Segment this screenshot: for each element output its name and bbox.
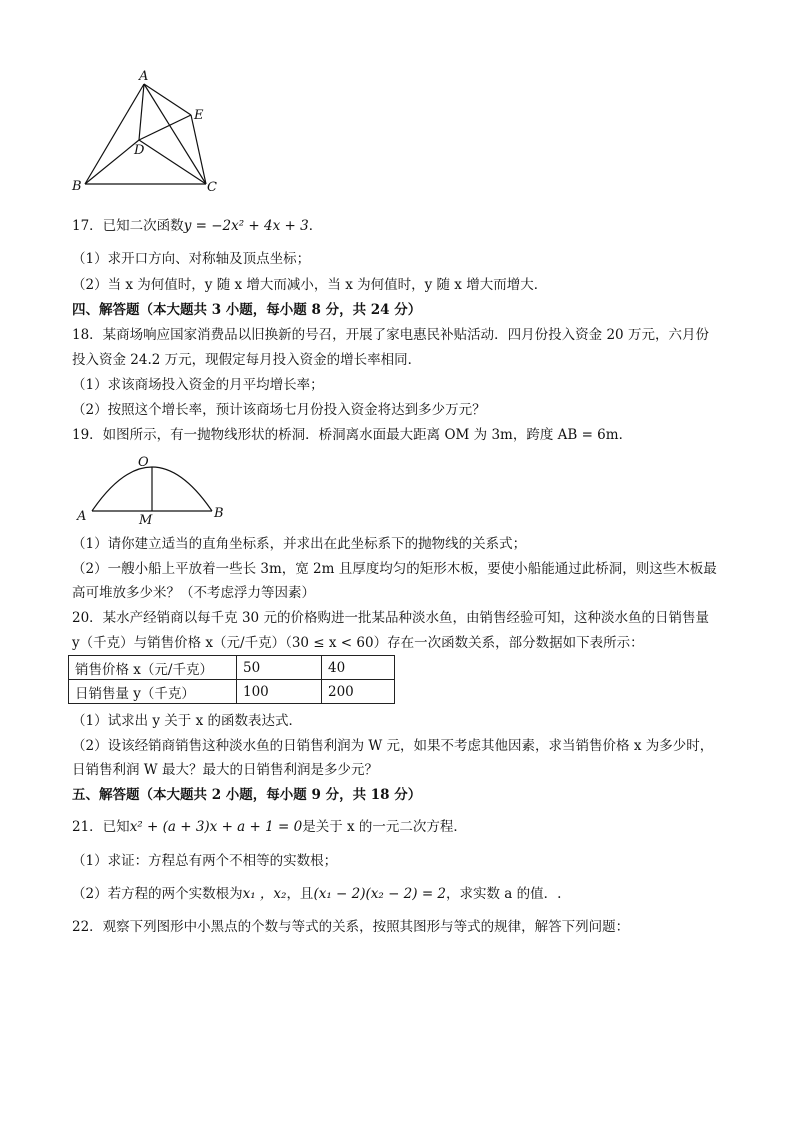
q17-formula: y = −2x² + 4x + 3 [183, 218, 309, 234]
q18-line1: 18．某商场响应国家消费品以旧换新的号召，开展了家电惠民补贴活动．四月份投入资金 20 万元，六月份 [72, 327, 709, 343]
section-4-heading: 四、解答题（本大题共 3 小题，每小题 8 分，共 24 分） [72, 302, 422, 318]
triangle-figure [70, 68, 230, 198]
table-cell: 50 [237, 656, 322, 680]
q21-stem: 21．已知x² + (a + 3)x + a + 1 = 0是关于 x 的一元二次方程． [72, 819, 467, 835]
label-a: A [139, 69, 149, 84]
label-e: E [194, 108, 204, 123]
q20-part1: （1）试求出 y 关于 x 的函数表达式． [72, 713, 302, 729]
q21-equation: x² + (a + 3)x + a + 1 = 0 [129, 819, 303, 835]
q22-line1: 22．观察下列图形中小黑点的个数与等式的关系，按照其图形与等式的规律，解答下列问题： [72, 919, 630, 935]
q19-part2-line1: （2）一艘小船上平放着一些长 3m，宽 2m 且厚度均匀的矩形木板，要使小船能通过此桥洞，则这些木板最 [72, 561, 717, 577]
label-d: D [134, 143, 145, 158]
q20-part2-line1: （2）设该经销商销售这种淡水鱼的日销售利润为 W 元，如果不考虑其他因素，求当销售价格 x 为多少时， [72, 738, 714, 754]
table-cell: 200 [322, 680, 395, 704]
label-m: M [139, 513, 153, 528]
q21-roots: x₁ ，x₂ [242, 886, 287, 902]
label-o: O [138, 455, 149, 470]
table-row [69, 656, 395, 680]
table-cell: 销售价格 x（元/千克） [69, 656, 237, 680]
label-b2: B [214, 506, 224, 521]
table-cell: 100 [237, 680, 322, 704]
section-5-heading: 五、解答题（本大题共 2 小题，每小题 9 分，共 18 分） [72, 787, 422, 803]
sales-table [68, 655, 395, 704]
label-a2: A [77, 509, 87, 524]
label-c: C [207, 180, 217, 195]
q18-part2: （2）按照这个增长率，预计该商场七月份投入资金将达到多少万元？ [72, 402, 486, 418]
q19-line1: 19．如图所示，有一抛物线形状的桥洞．桥洞离水面最大距离 OM 为 3m，跨度 AB = 6m． [72, 427, 633, 443]
q20-part2-line2: 日销售利润 W 最大？最大的日销售利润是多少元？ [72, 762, 378, 778]
q19-part1: （1）请你建立适当的直角坐标系，并求出在此坐标系下的抛物线的关系式； [72, 536, 527, 552]
table-row [69, 680, 395, 704]
q17-part1: （1）求开口方向、对称轴及顶点坐标； [72, 251, 311, 267]
q18-line2: 投入资金 24.2 万元，现假定每月投入资金的增长率相同． [72, 352, 422, 368]
label-b: B [72, 179, 82, 194]
table-cell: 日销售量 y（千克） [69, 680, 237, 704]
q20-line2: y（千克）与销售价格 x（元/千克）（30 ≤ x < 60）存在一次函数关系，部分数据如下表所示： [72, 635, 644, 651]
q21-part2: （2）若方程的两个实数根为x₁ ，x₂，且(x₁ − 2)(x₂ − 2) = 2，求实数 a 的值．. [72, 886, 562, 902]
q17-stem: 17．已知二次函数y = −2x² + 4x + 3． [72, 218, 323, 234]
q21-part1: （1）求证：方程总有两个不相等的实数根； [72, 853, 338, 869]
q20-line1: 20．某水产经销商以每千克 30 元的价格购进一批某品种淡水鱼，由销售经验可知，这种淡水鱼的日销售量 [72, 610, 709, 626]
q18-part1: （1）求该商场投入资金的月平均增长率； [72, 377, 324, 393]
q19-part2-line2: 高可堆放多少米？（不考虑浮力等因素） [72, 585, 315, 601]
table-cell: 40 [322, 656, 395, 680]
q17-part2: （2）当 x 为何值时，y 随 x 增大而减小，当 x 为何值时，y 随 x 增大而增大． [72, 277, 548, 293]
bridge-figure [72, 448, 242, 528]
q21-condition: (x₁ − 2)(x₂ − 2) = 2 [313, 886, 447, 902]
